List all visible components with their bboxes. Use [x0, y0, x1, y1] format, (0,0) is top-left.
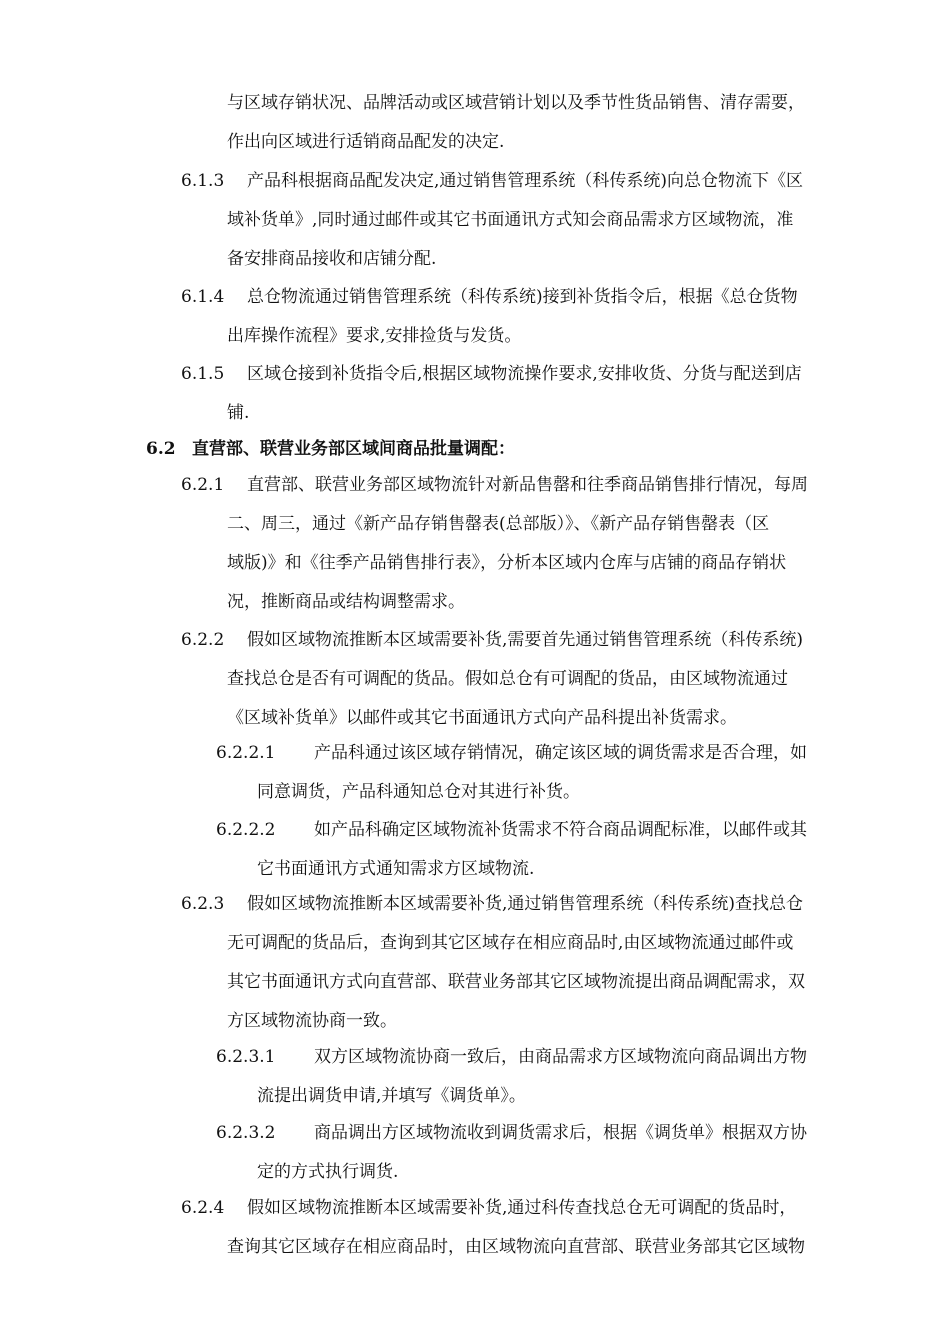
section-number: 6.2.3.1 — [216, 1047, 276, 1067]
section-number: 6.2.2 — [181, 630, 225, 650]
section-number: 6.2.3.2 — [216, 1123, 276, 1143]
section-6-2-3: 6.2.3 假如区域物流推断本区域需要补货,通过销售管理系统（科传系统)查找总仓 — [181, 894, 804, 914]
paragraph-line: 作出向区域进行适销商品配发的决定. — [227, 132, 505, 152]
paragraph-line: 它书面通讯方式通知需求方区域物流. — [257, 859, 535, 879]
section-6-2-1: 6.2.1 直营部、联营业务部区域物流针对新品售罄和往季商品销售排行情况，每周 — [181, 475, 808, 495]
paragraph-line: 无可调配的货品后，查询到其它区域存在相应商品时,由区域物流通过邮件或 — [227, 933, 794, 953]
paragraph-line: 《区域补货单》以邮件或其它书面通讯方式向产品科提出补货需求。 — [227, 708, 737, 728]
paragraph-line: 况，推断商品或结构调整需求。 — [227, 592, 465, 612]
section-6-2-2: 6.2.2 假如区域物流推断本区域需要补货,需要首先通过销售管理系统（科传系统) — [181, 630, 804, 650]
paragraph-line: 铺. — [227, 403, 250, 423]
paragraph-line: 方区域物流协商一致。 — [227, 1011, 397, 1031]
section-6-1-4: 6.1.4 总仓物流通过销售管理系统（科传系统)接到补货指令后，根据《总仓货物 — [181, 287, 798, 307]
paragraph-line: 流提出调货申请,并填写《调货单》。 — [257, 1086, 526, 1106]
section-number: 6.2.2.2 — [216, 820, 276, 840]
section-6-2-3-1: 6.2.3.1 双方区域物流协商一致后，由商品需求方区域物流向商品调出方物 — [216, 1047, 807, 1067]
section-6-1-5: 6.1.5 区域仓接到补货指令后,根据区域物流操作要求,安排收货、分货与配送到店 — [181, 364, 802, 384]
section-number: 6.1.5 — [181, 364, 225, 384]
paragraph-line: 与区域存销状况、品牌活动或区域营销计划以及季节性货品销售、清存需要， — [227, 93, 805, 113]
section-6-2-4: 6.2.4 假如区域物流推断本区域需要补货,通过科传查找总仓无可调配的货品时， — [181, 1198, 797, 1218]
paragraph-line: 域版)》和《往季产品销售排行表》，分析本区域内仓库与店铺的商品存销状 — [227, 553, 787, 573]
section-number: 6.2 — [146, 439, 176, 459]
paragraph-line: 其它书面通讯方式向直营部、联营业务部其它区域物流提出商品调配需求，双 — [227, 972, 805, 992]
paragraph-line: 定的方式执行调货. — [257, 1162, 399, 1182]
section-6-2-2-2: 6.2.2.2 如产品科确定区域物流补货需求不符合商品调配标准，以邮件或其 — [216, 820, 807, 840]
paragraph-line: 域补货单》,同时通过邮件或其它书面通讯方式知会商品需求方区域物流，准 — [227, 210, 794, 230]
section-number: 6.2.3 — [181, 894, 225, 914]
section-title: 直营部、联营业务部区域间商品批量调配： — [192, 439, 515, 459]
paragraph-line: 出库操作流程》要求,安排捡货与发货。 — [227, 326, 522, 346]
section-number: 6.1.4 — [181, 287, 225, 307]
section-number: 6.2.4 — [181, 1198, 225, 1218]
section-number: 6.1.3 — [181, 171, 225, 191]
paragraph-line: 同意调货，产品科通知总仓对其进行补货。 — [257, 782, 580, 802]
section-6-1-3: 6.1.3 产品科根据商品配发决定,通过销售管理系统（科传系统)向总仓物流下《区 — [181, 171, 804, 191]
section-number: 6.2.1 — [181, 475, 225, 495]
paragraph-line: 查找总仓是否有可调配的货品。假如总仓有可调配的货品，由区域物流通过 — [227, 669, 788, 689]
section-6-2-2-1: 6.2.2.1 产品科通过该区域存销情况，确定该区域的调货需求是否合理，如 — [216, 743, 807, 763]
paragraph-line: 查询其它区域存在相应商品时，由区域物流向直营部、联营业务部其它区域物 — [227, 1237, 805, 1257]
section-heading-6-2 — [146, 438, 515, 460]
section-number: 6.2.2.1 — [216, 743, 276, 763]
section-6-2-3-2: 6.2.3.2 商品调出方区域物流收到调货需求后，根据《调货单》根据双方协 — [216, 1123, 807, 1143]
paragraph-line: 二、周三，通过《新产品存销售罄表(总部版）》、《新产品存销售罄表（区 — [227, 514, 770, 534]
paragraph-line: 备安排商品接收和店铺分配. — [227, 249, 437, 269]
